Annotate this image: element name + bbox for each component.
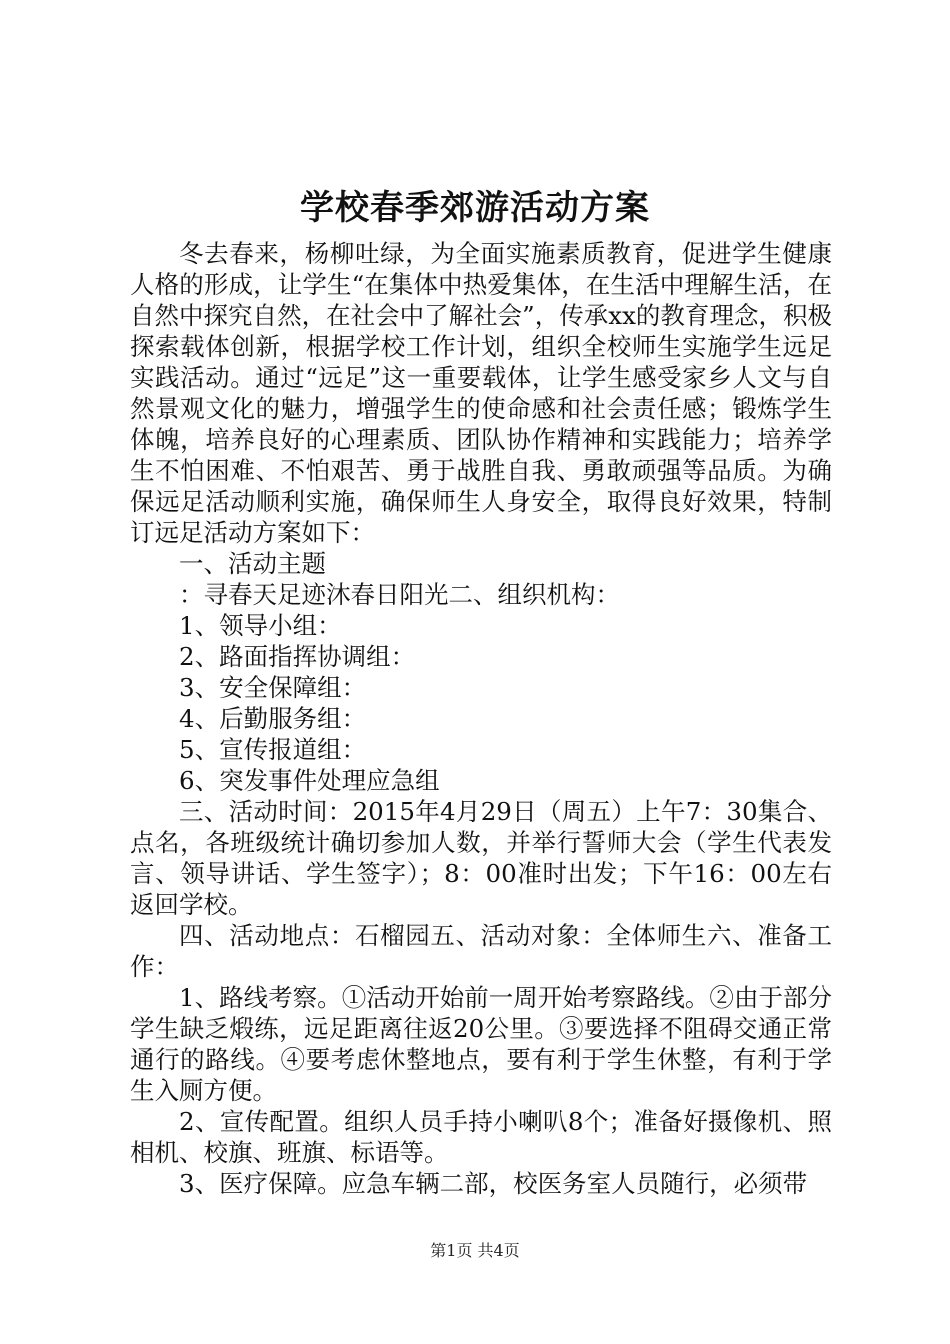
- prep-item-route-survey: 1、路线考察。①活动开始前一周开始考察路线。②由于部分学生缺乏煅练，远足距离往返20公里。③要选择不阻碍交通正常通行的路线。④要考虑休整地点，要有利于学生休整，有利于学生入厕方便。: [130, 983, 832, 1105]
- theme-and-organization-line: ：寻春天足迹沐春日阳光二、组织机构：: [179, 580, 620, 609]
- section-location-and-participants: 四、活动地点：石榴园五、活动对象：全体师生六、准备工作：: [130, 921, 832, 981]
- prep-item-medical-support: 3、医疗保障。应急车辆二部，校医务室人员随行，必须带: [179, 1169, 808, 1198]
- list-item-publicity-group: 5、宣传报道组：: [179, 735, 367, 764]
- list-item-safety-group: 3、安全保障组：: [179, 673, 367, 702]
- page-footer: 第1页 共4页: [430, 1241, 520, 1260]
- document-body: [130, 238, 832, 1199]
- list-item-logistics-group: 4、后勤服务组：: [179, 704, 367, 733]
- list-item-emergency-group: 6、突发事件处理应急组: [179, 766, 440, 795]
- list-item-leadership-group: 1、领导小组：: [179, 611, 342, 640]
- document-title: 学校春季郊游活动方案: [300, 188, 650, 228]
- section-activity-time: 三、活动时间：2015年4月29日（周五）上午7：30集合、点名，各班级统计确切参加人数，并举行誓师大会（学生代表发言、领导讲话、学生签字）；8：00准时出发；下午16：00左右返回学校。: [130, 797, 832, 919]
- prep-item-publicity-equipment: 2、宣传配置。组织人员手持小喇叭8个；准备好摄像机、照相机、校旗、班旗、标语等。: [130, 1107, 832, 1167]
- intro-paragraph: 冬去春来，杨柳吐绿，为全面实施素质教育，促进学生健康人格的形成，让学生“在集体中热爱集体，在生活中理解生活，在自然中探究自然，在社会中了解社会”，传承xx的教育理念，积极探索载体创新，根据学校工作计划，组织全校师生实施学生远足实践活动。通过“远足”这一重要载体，让学生感受家乡人文与自然景观文化的魅力，增强学生的使命感和社会责任感；锻炼学生体魄，培养良好的心理素质、团队协作精神和实践能力；培养学生不怕困难、不怕艰苦、勇于战胜自我、勇敢顽强等品质。为确保远足活动顺利实施，确保师生人身安全，取得良好效果，特制订远足活动方案如下：: [130, 239, 832, 547]
- section-heading-theme: 一、活动主题: [179, 549, 326, 578]
- list-item-road-coordination-group: 2、路面指挥协调组：: [179, 642, 416, 671]
